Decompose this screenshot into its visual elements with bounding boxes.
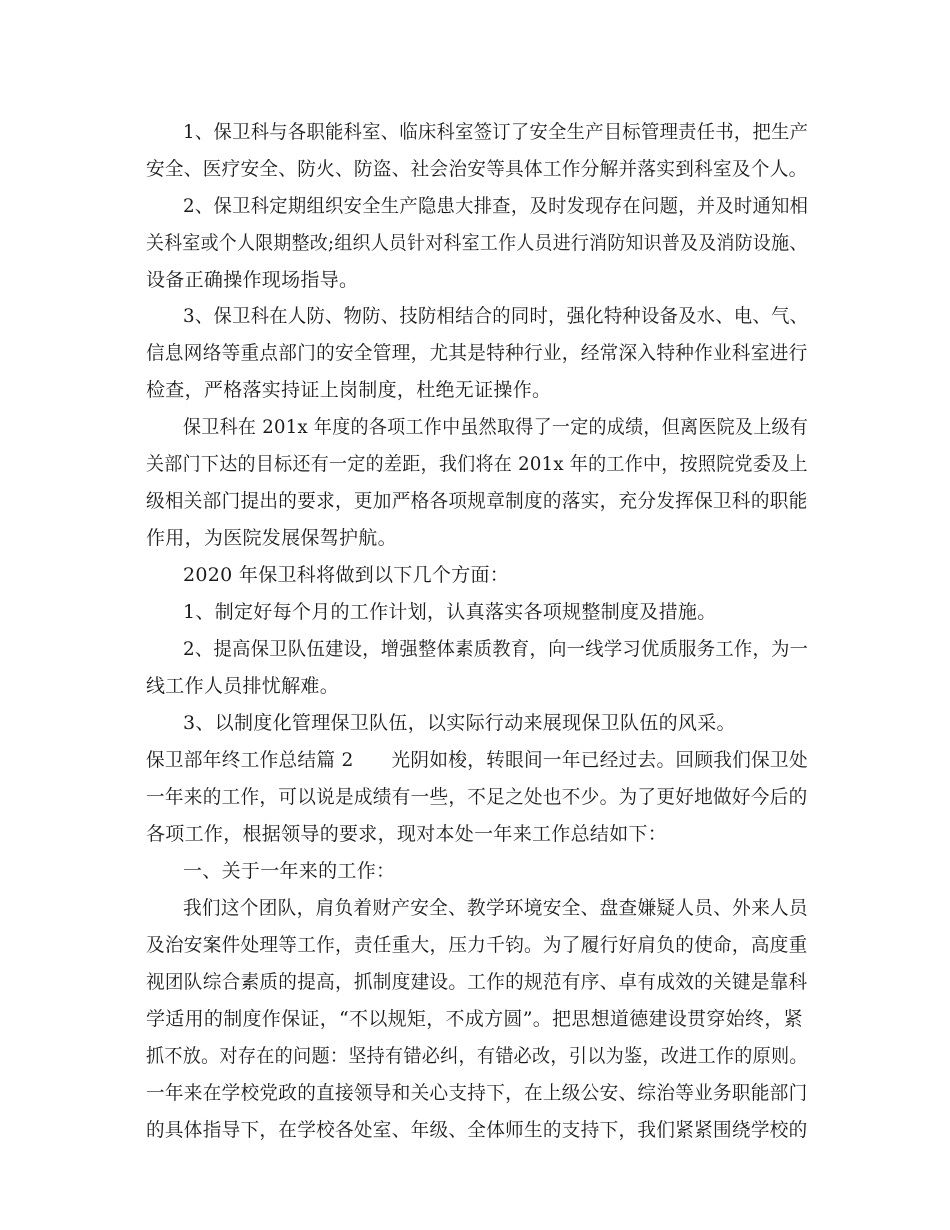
text-line: 安全、医疗安全、防火、防盗、社会治安等具体工作分解并落实到科室及个人。 <box>146 158 808 180</box>
text-line: 2020 年保卫科将做到以下几个方面： <box>183 564 510 586</box>
text-line: 学适用的制度作保证，“不以规矩，不成方圆”。把思想道德建设贯穿始终，紧 <box>146 1008 803 1030</box>
text-line: 级相关部门提出的要求，更加严格各项规章制度的落实，充分发挥保卫科的职能 <box>146 490 808 512</box>
text-line: 3、保卫科在人防、物防、技防相结合的同时，强化特种设备及水、电、气、 <box>183 305 809 327</box>
text-line: 各项工作，根据领导的要求，现对本处一年来工作总结如下： <box>146 823 668 845</box>
text-line: 抓不放。对存在的问题：坚持有错必纠，有错必改，引以为鉴，改进工作的原则。 <box>146 1045 808 1067</box>
text-line: 保卫科在 201x 年度的各项工作中虽然取得了一定的成绩，但离医院及上级有 <box>183 416 809 438</box>
text-line: 的具体指导下，在学校各处室、年级、全体师生的支持下，我们紧紧围绕学校的 <box>146 1119 808 1141</box>
text-line: 1、制定好每个月的工作计划，认真落实各项规整制度及措施。 <box>183 601 717 623</box>
text-line: 一年来在学校党政的直接领导和关心支持下，在上级公安、综治等业务职能部门 <box>146 1082 808 1104</box>
text-line: 一、关于一年来的工作： <box>183 860 396 882</box>
text-line: 及治安案件处理等工作，责任重大，压力千钧。为了履行好肩负的使命，高度重 <box>146 934 808 956</box>
text-line: 我们这个团队，肩负着财产安全、教学环境安全、盘查嫌疑人员、外来人员 <box>183 897 808 919</box>
text-line: 信息网络等重点部门的安全管理，尤其是特种行业，经常深入特种作业科室进行 <box>146 342 808 364</box>
text-line: 视团队综合素质的提高，抓制度建设。工作的规范有序、卓有成效的关键是靠科 <box>146 971 808 993</box>
text-line: 2、提高保卫队伍建设，增强整体素质教育，向一线学习优质服务工作，为一 <box>183 638 809 660</box>
text-line: 关科室或个人限期整改;组织人员针对科室工作人员进行消防知识普及及消防设施、 <box>146 232 808 254</box>
text-line: 关部门下达的目标还有一定的差距，我们将在 201x 年的工作中，按照院党委及上 <box>146 453 808 475</box>
text-line: 作用，为医院发展保驾护航。 <box>146 527 397 549</box>
text-line: 3、以制度化管理保卫队伍，以实际行动来展现保卫队伍的风采。 <box>183 712 736 734</box>
text-line: 线工作人员排忧解难。 <box>146 675 340 697</box>
text-line: 2、保卫科定期组织安全生产隐患大排查，及时发现存在问题，并及时通知相 <box>183 195 809 217</box>
text-line: 一年来的工作，可以说是成绩有一些，不足之处也不少。为了更好地做好今后的 <box>146 786 808 808</box>
text-line: 1、保卫科与各职能科室、临床科室签订了安全生产目标管理责任书，把生产 <box>183 121 809 143</box>
text-line: 检查，严格落实持证上岗制度，杜绝无证操作。 <box>146 379 552 401</box>
text-line: 设备正确操作现场指导。 <box>146 269 359 291</box>
text-line: 保卫部年终工作总结篇 2 光阴如梭，转眼间一年已经过去。回顾我们保卫处 <box>146 749 808 771</box>
